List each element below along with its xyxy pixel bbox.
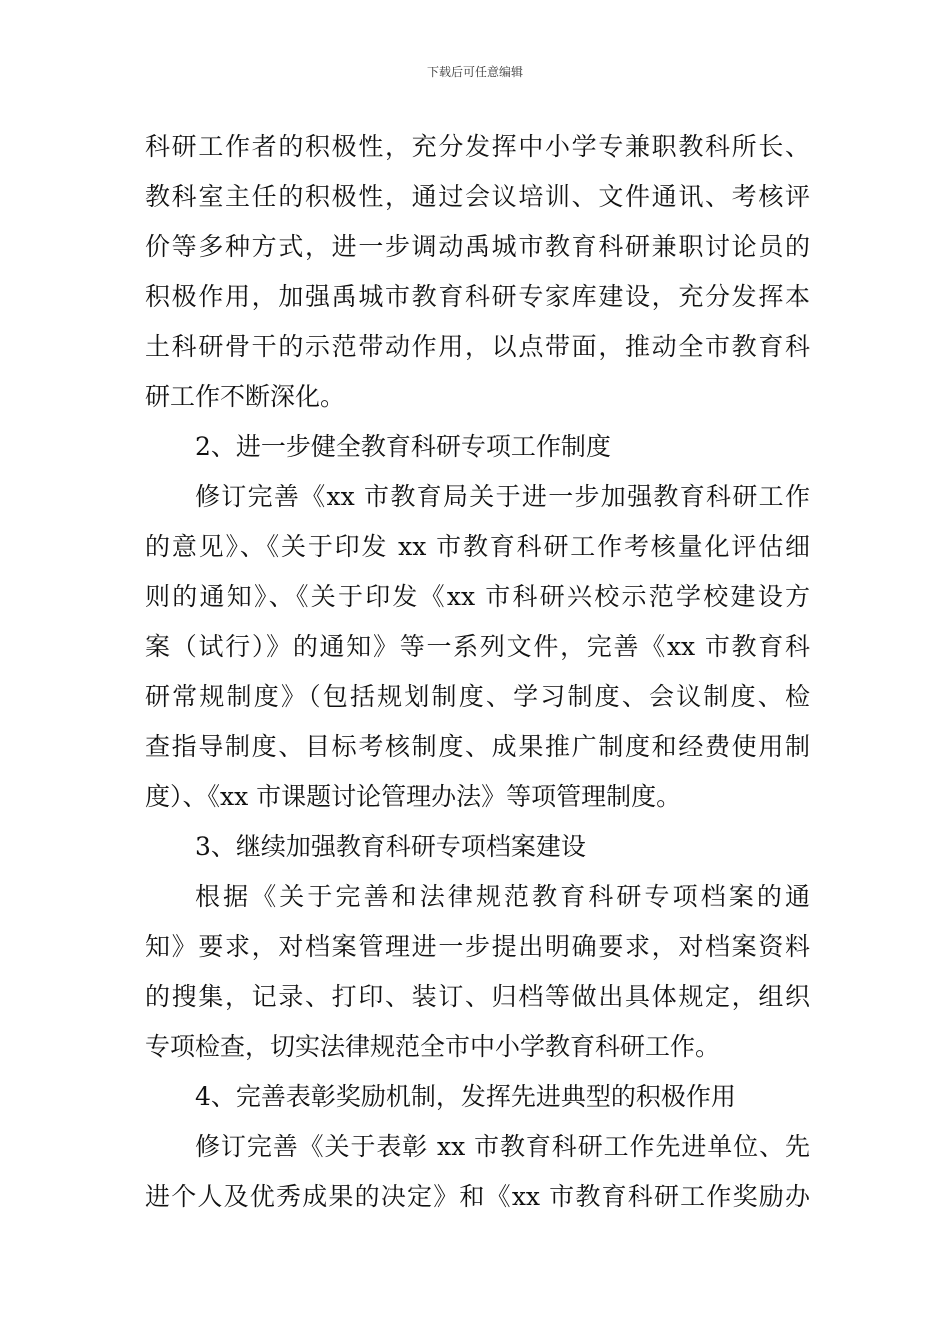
text-line: 研常规制度》（包括规划制度、学习制度、会议制度、检 — [145, 682, 810, 711]
text-line: 修订完善《关于表彰 xx 市教育科研工作先进单位、先 — [195, 1132, 810, 1161]
text-line: 知》要求，对档案管理进一步提出明确要求，对档案资料 — [145, 932, 810, 961]
text-line: 土科研骨干的示范带动作用，以点带面，推动全市教育科 — [145, 332, 810, 361]
text-line: 的意见》、《关于印发 xx 市教育科研工作考核量化评估细 — [145, 532, 810, 561]
text-line: 根据《关于完善和法律规范教育科研专项档案的通 — [195, 882, 810, 911]
text-line: 科研工作者的积极性，充分发挥中小学专兼职教科所长、 — [145, 132, 810, 161]
text-line: 教科室主任的积极性，通过会议培训、文件通讯、考核评 — [145, 182, 810, 211]
document-body — [145, 122, 810, 1222]
section-heading: 3、继续加强教育科研专项档案建设 — [195, 832, 586, 861]
text-line: 度）、《xx 市课题讨论管理办法》等项管理制度。 — [145, 782, 682, 811]
text-line: 进个人及优秀成果的决定》和《xx 市教育科研工作奖励办 — [145, 1182, 810, 1211]
text-line: 的搜集，记录、打印、装订、归档等做出具体规定，组织 — [145, 982, 810, 1011]
text-line: 研工作不断深化。 — [145, 382, 346, 411]
section-heading: 2、进一步健全教育科研专项工作制度 — [195, 432, 611, 461]
text-line: 修订完善《xx 市教育局关于进一步加强教育科研工作 — [195, 482, 810, 511]
text-line: 专项检查，切实法律规范全市中小学教育科研工作。 — [145, 1032, 721, 1061]
text-line: 积极作用，加强禹城市教育科研专家库建设，充分发挥本 — [145, 282, 810, 311]
section-heading: 4、完善表彰奖励机制，发挥先进典型的积极作用 — [195, 1082, 736, 1111]
page-header: 下载后可任意编辑 — [426, 65, 523, 79]
text-line: 则的通知》、《关于印发《xx 市科研兴校示范学校建设方 — [145, 582, 810, 611]
text-line: 价等多种方式，进一步调动禹城市教育科研兼职讨论员的 — [145, 232, 810, 261]
text-line: 案（试行）》的通知》等一系列文件，完善《xx 市教育科 — [145, 632, 810, 661]
text-line: 查指导制度、目标考核制度、成果推广制度和经费使用制 — [145, 732, 810, 761]
